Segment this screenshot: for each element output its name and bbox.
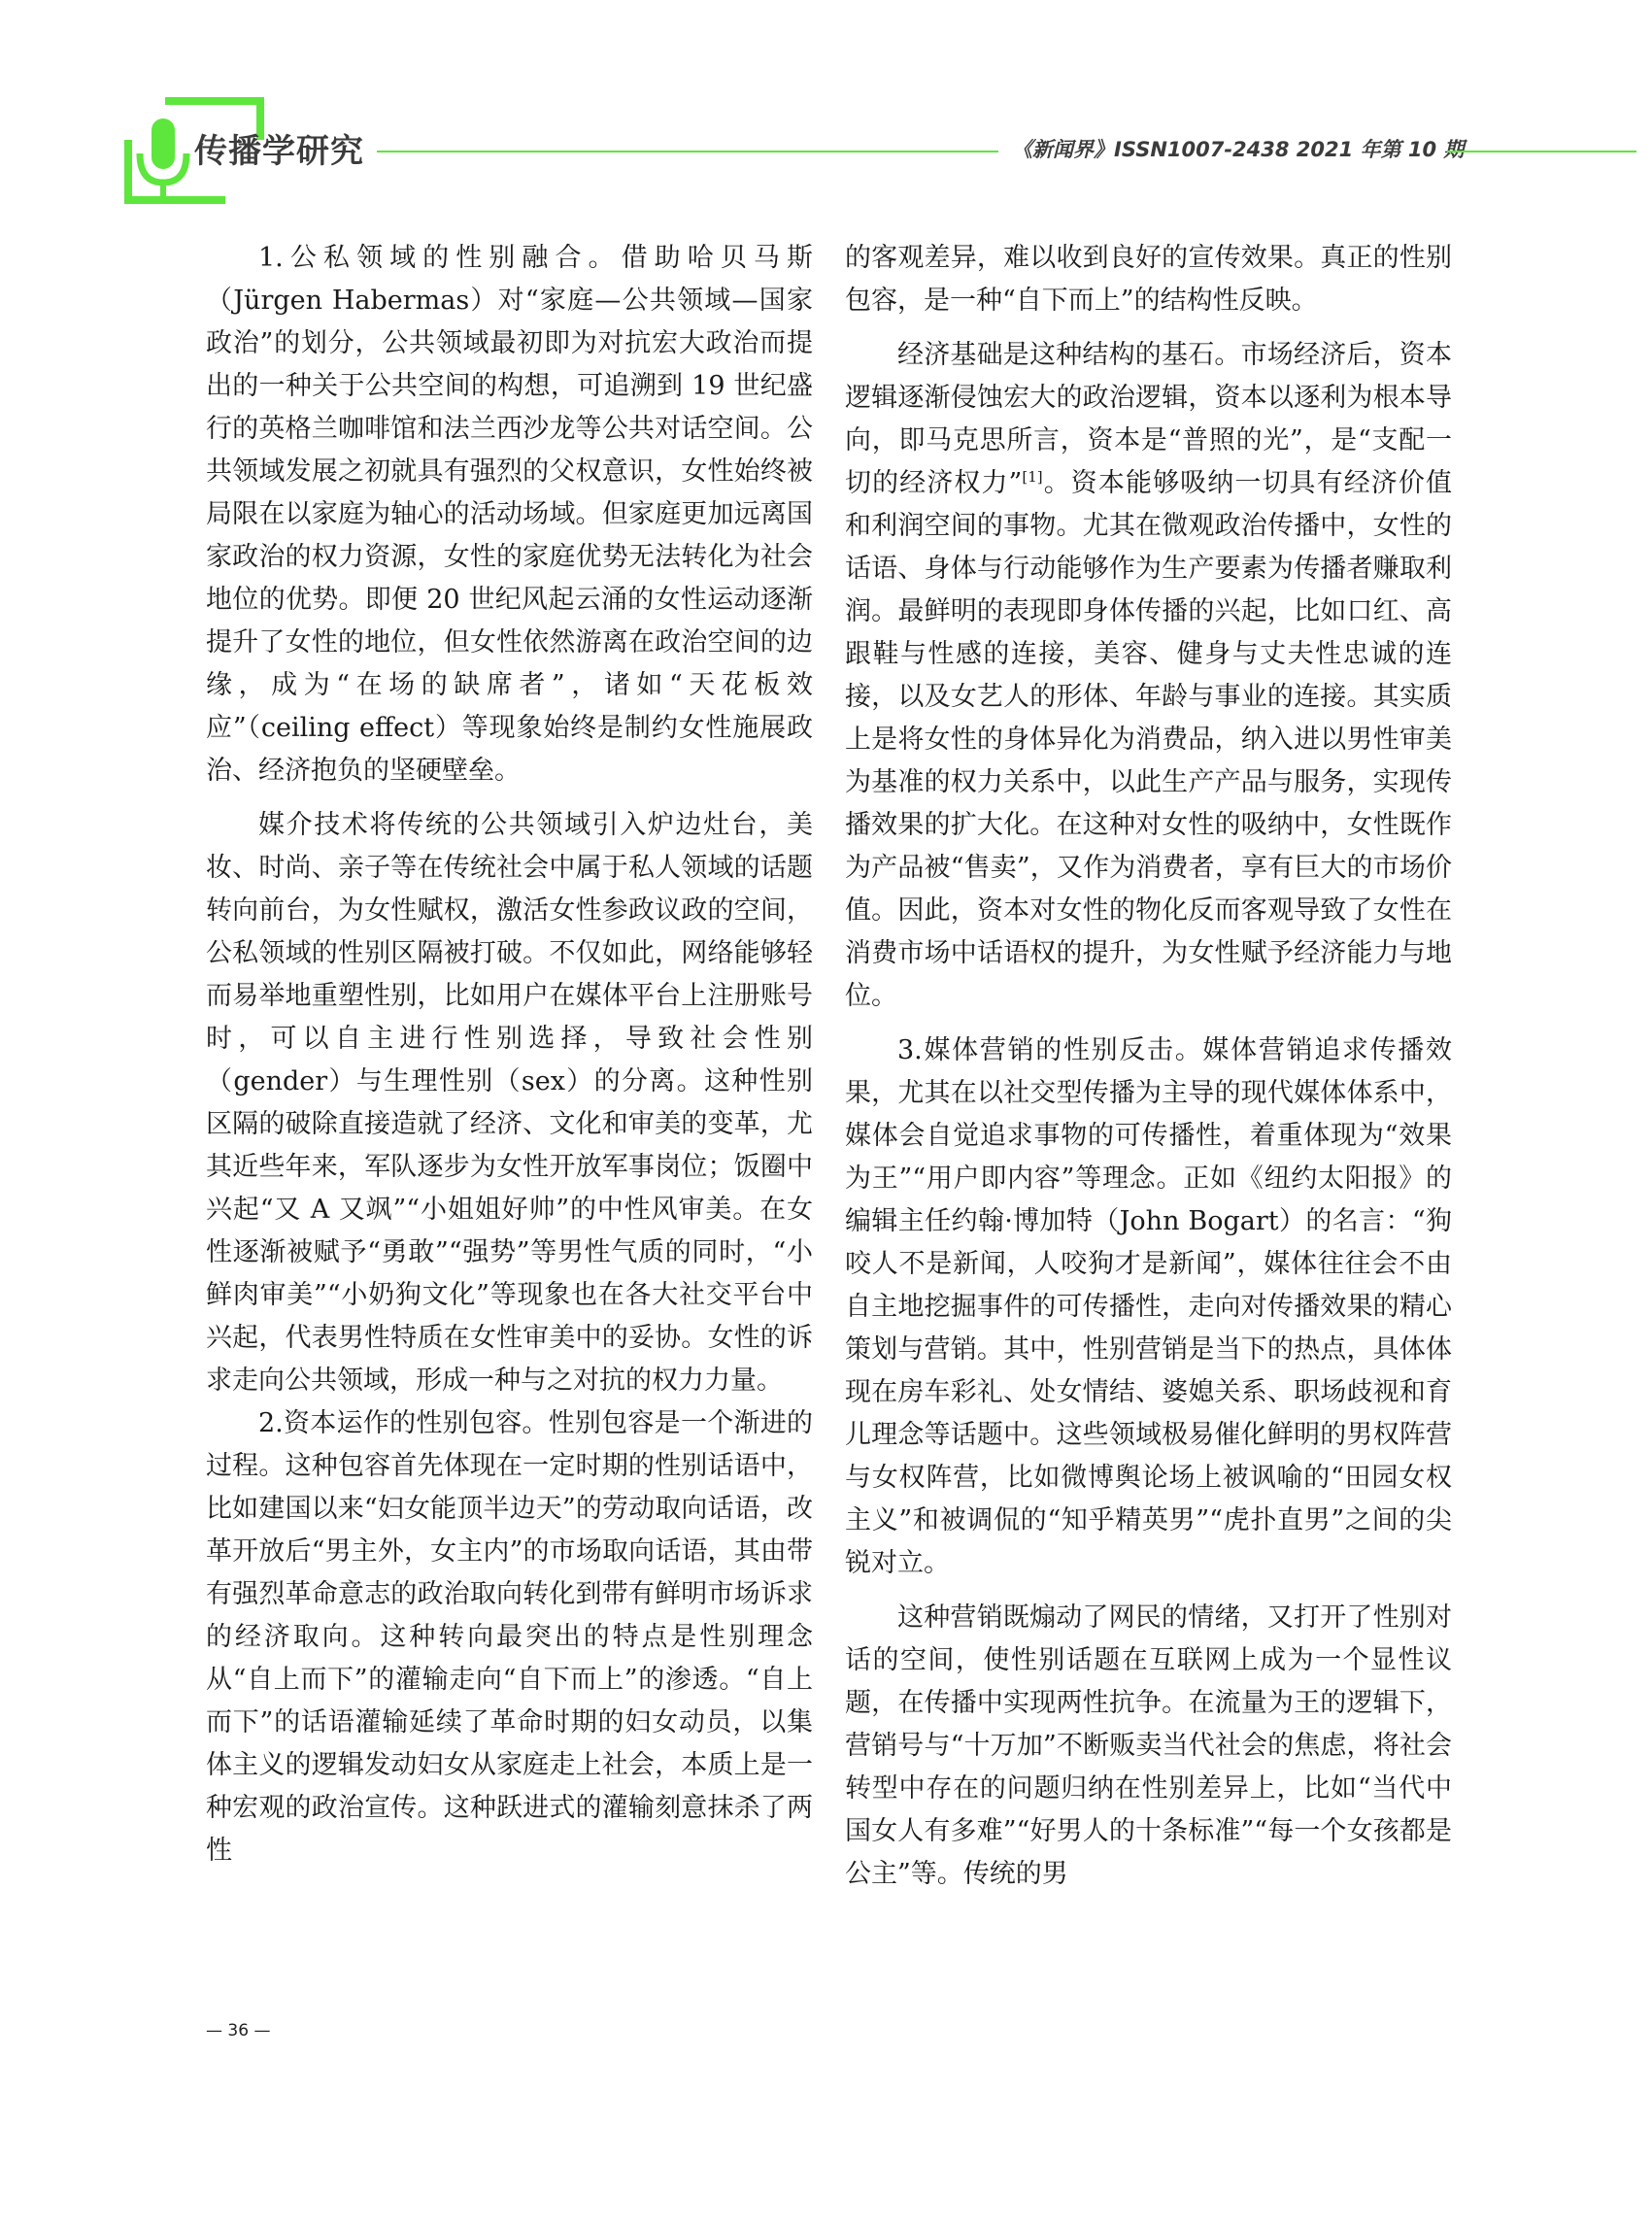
left-column (206, 237, 813, 1872)
page-number: — 36 — (206, 2021, 271, 2040)
right-column (845, 237, 1452, 1896)
header-rule-left (377, 151, 998, 152)
section-title: 传播学研究 (194, 132, 364, 171)
paragraph-economic-base-text-a: 经济基础是这种结构的基石。市场经济后，资本逻辑逐渐侵蚀宏大的政治逻辑，资本以逐利为根本导向，即马克思所言，资本是“普照的光”，是“支配一切的经济权力” (845, 340, 1452, 498)
paragraph-media-technology: 媒介技术将传统的公共领域引入炉边灶台，美妆、时尚、亲子等在传统社会中属于私人领域的话题转向前台，为女性赋权，激活女性参政议政的空间，公私领域的性别区隔被打破。不仅如此，网络能够轻而易举地重塑性别，比如用户在媒体平台上注册账号时，可以自主进行性别选择，导致社会性别（gender）与生理性别（sex）的分离。这种性别区隔的破除直接造就了经济、文化和审美的变革，尤其近些年来，军队逐步为女性开放军事岗位；饭圈中兴起“又 A 又飒”“小姐姐好帅”的中性风审美。在女性逐渐被赋予“勇敢”“强势”等男性气质的同时，“小鲜肉审美”“小奶狗文化”等现象也在各大社交平台中兴起，代表男性特质在女性审美中的妥协。女性的诉求走向公共领域，形成一种与之对抗的权力力量。 (206, 810, 813, 1396)
paragraph-economic-base (845, 334, 1452, 1018)
paragraph-continuation: 的客观差异，难以收到良好的宣传效果。真正的性别包容，是一种“自下而上”的结构性反映。 (845, 243, 1452, 316)
header-rule-right (1447, 151, 1636, 152)
journal-info: 《新闻界》ISSN1007-2438 2021 年第 10 期 (1012, 138, 1465, 161)
paragraph-marketing-effects: 这种营销既煽动了网民的情绪，又打开了性别对话的空间，使性别话题在互联网上成为一个显性议题，在传播中实现两性抗争。在流量为王的逻辑下，营销号与“十万加”不断贩卖当代社会的焦虑，将社会转型中存在的问题归纳在性别差异上，比如“当代中国女人有多难”“好男人的十条标准”“每一个女孩都是公主”等。传统的男 (845, 1602, 1452, 1889)
paragraph-public-private: 1.公私领域的性别融合。借助哈贝马斯（Jürgen Habermas）对“家庭—公共领域—国家政治”的划分，公共领域最初即为对抗宏大政治而提出的一种关于公共空间的构想，可追溯到 19 世纪盛行的英格兰咖啡馆和法兰西沙龙等公共对话空间。公共领域发展之初就具有强烈的父权意识，女性始终被局限在以家庭为轴心的活动场域。但家庭更加远离国家政治的权力资源，女性的家庭优势无法转化为社会地位的优势。即便 20 世纪风起云涌的女性运动逐渐提升了女性的地位，但女性依然游离在政治空间的边缘，成为“在场的缺席者”，诸如“天花板效应”（ceiling effect）等现象始终是制约女性施展政治、经济抱负的坚硬壁垒。 (206, 243, 813, 786)
footnote-reference[interactable]: [1] (1022, 468, 1043, 486)
paragraph-capital-inclusion: 2.资本运作的性别包容。性别包容是一个渐进的过程。这种包容首先体现在一定时期的性别话语中，比如建国以来“妇女能顶半边天”的劳动取向话语，改革开放后“男主外，女主内”的市场取向话语，其由带有强烈革命意志的政治取向转化到带有鲜明市场诉求的经济取向。这种转向最突出的特点是性别理念从“自上而下”的灌输走向“自下而上”的渗透。“自上而下”的话语灌输延续了革命时期的妇女动员，以集体主义的逻辑发动妇女从家庭走上社会，本质上是一种宏观的政治宣传。这种跃进式的灌输刻意抹杀了两性 (206, 1408, 813, 1866)
paragraph-economic-base-text-b: 。资本能够吸纳一切具有经济价值和利润空间的事物。尤其在微观政治传播中，女性的话语、身体与行动能够作为生产要素为传播者赚取利润。最鲜明的表现即身体传播的兴起，比如口红、高跟鞋与性感的连接，美容、健身与丈夫性忠诚的连接，以及女艺人的形体、年龄与事业的连接。其实质上是将女性的身体异化为消费品，纳入进以男性审美为基准的权力关系中，以此生产产品与服务，实现传播效果的扩大化。在这种对女性的吸纳中，女性既作为产品被“售卖”，又作为消费者，享有巨大的市场价值。因此，资本对女性的物化反而客观导致了女性在消费市场中话语权的提升，为女性赋予经济能力与地位。 (845, 468, 1452, 1011)
paragraph-media-marketing: 3.媒体营销的性别反击。媒体营销追求传播效果，尤其在以社交型传播为主导的现代媒体体系中，媒体会自觉追求事物的可传播性，着重体现为“效果为王”“用户即内容”等理念。正如《纽约太阳报》的编辑主任约翰·博加特（John Bogart）的名言：“狗咬人不是新闻，人咬狗才是新闻”，媒体往往会不由自主地挖掘事件的可传播性，走向对传播效果的精心策划与营销。其中，性别营销是当下的热点，具体体现在房车彩礼、处女情结、婆媳关系、职场歧视和育儿理念等话题中。这些领域极易催化鲜明的男权阵营与女权阵营，比如微博舆论场上被讽喻的“田园女权主义”和被调侃的“知乎精英男”“虎扑直男”之间的尖锐对立。 (845, 1035, 1452, 1578)
